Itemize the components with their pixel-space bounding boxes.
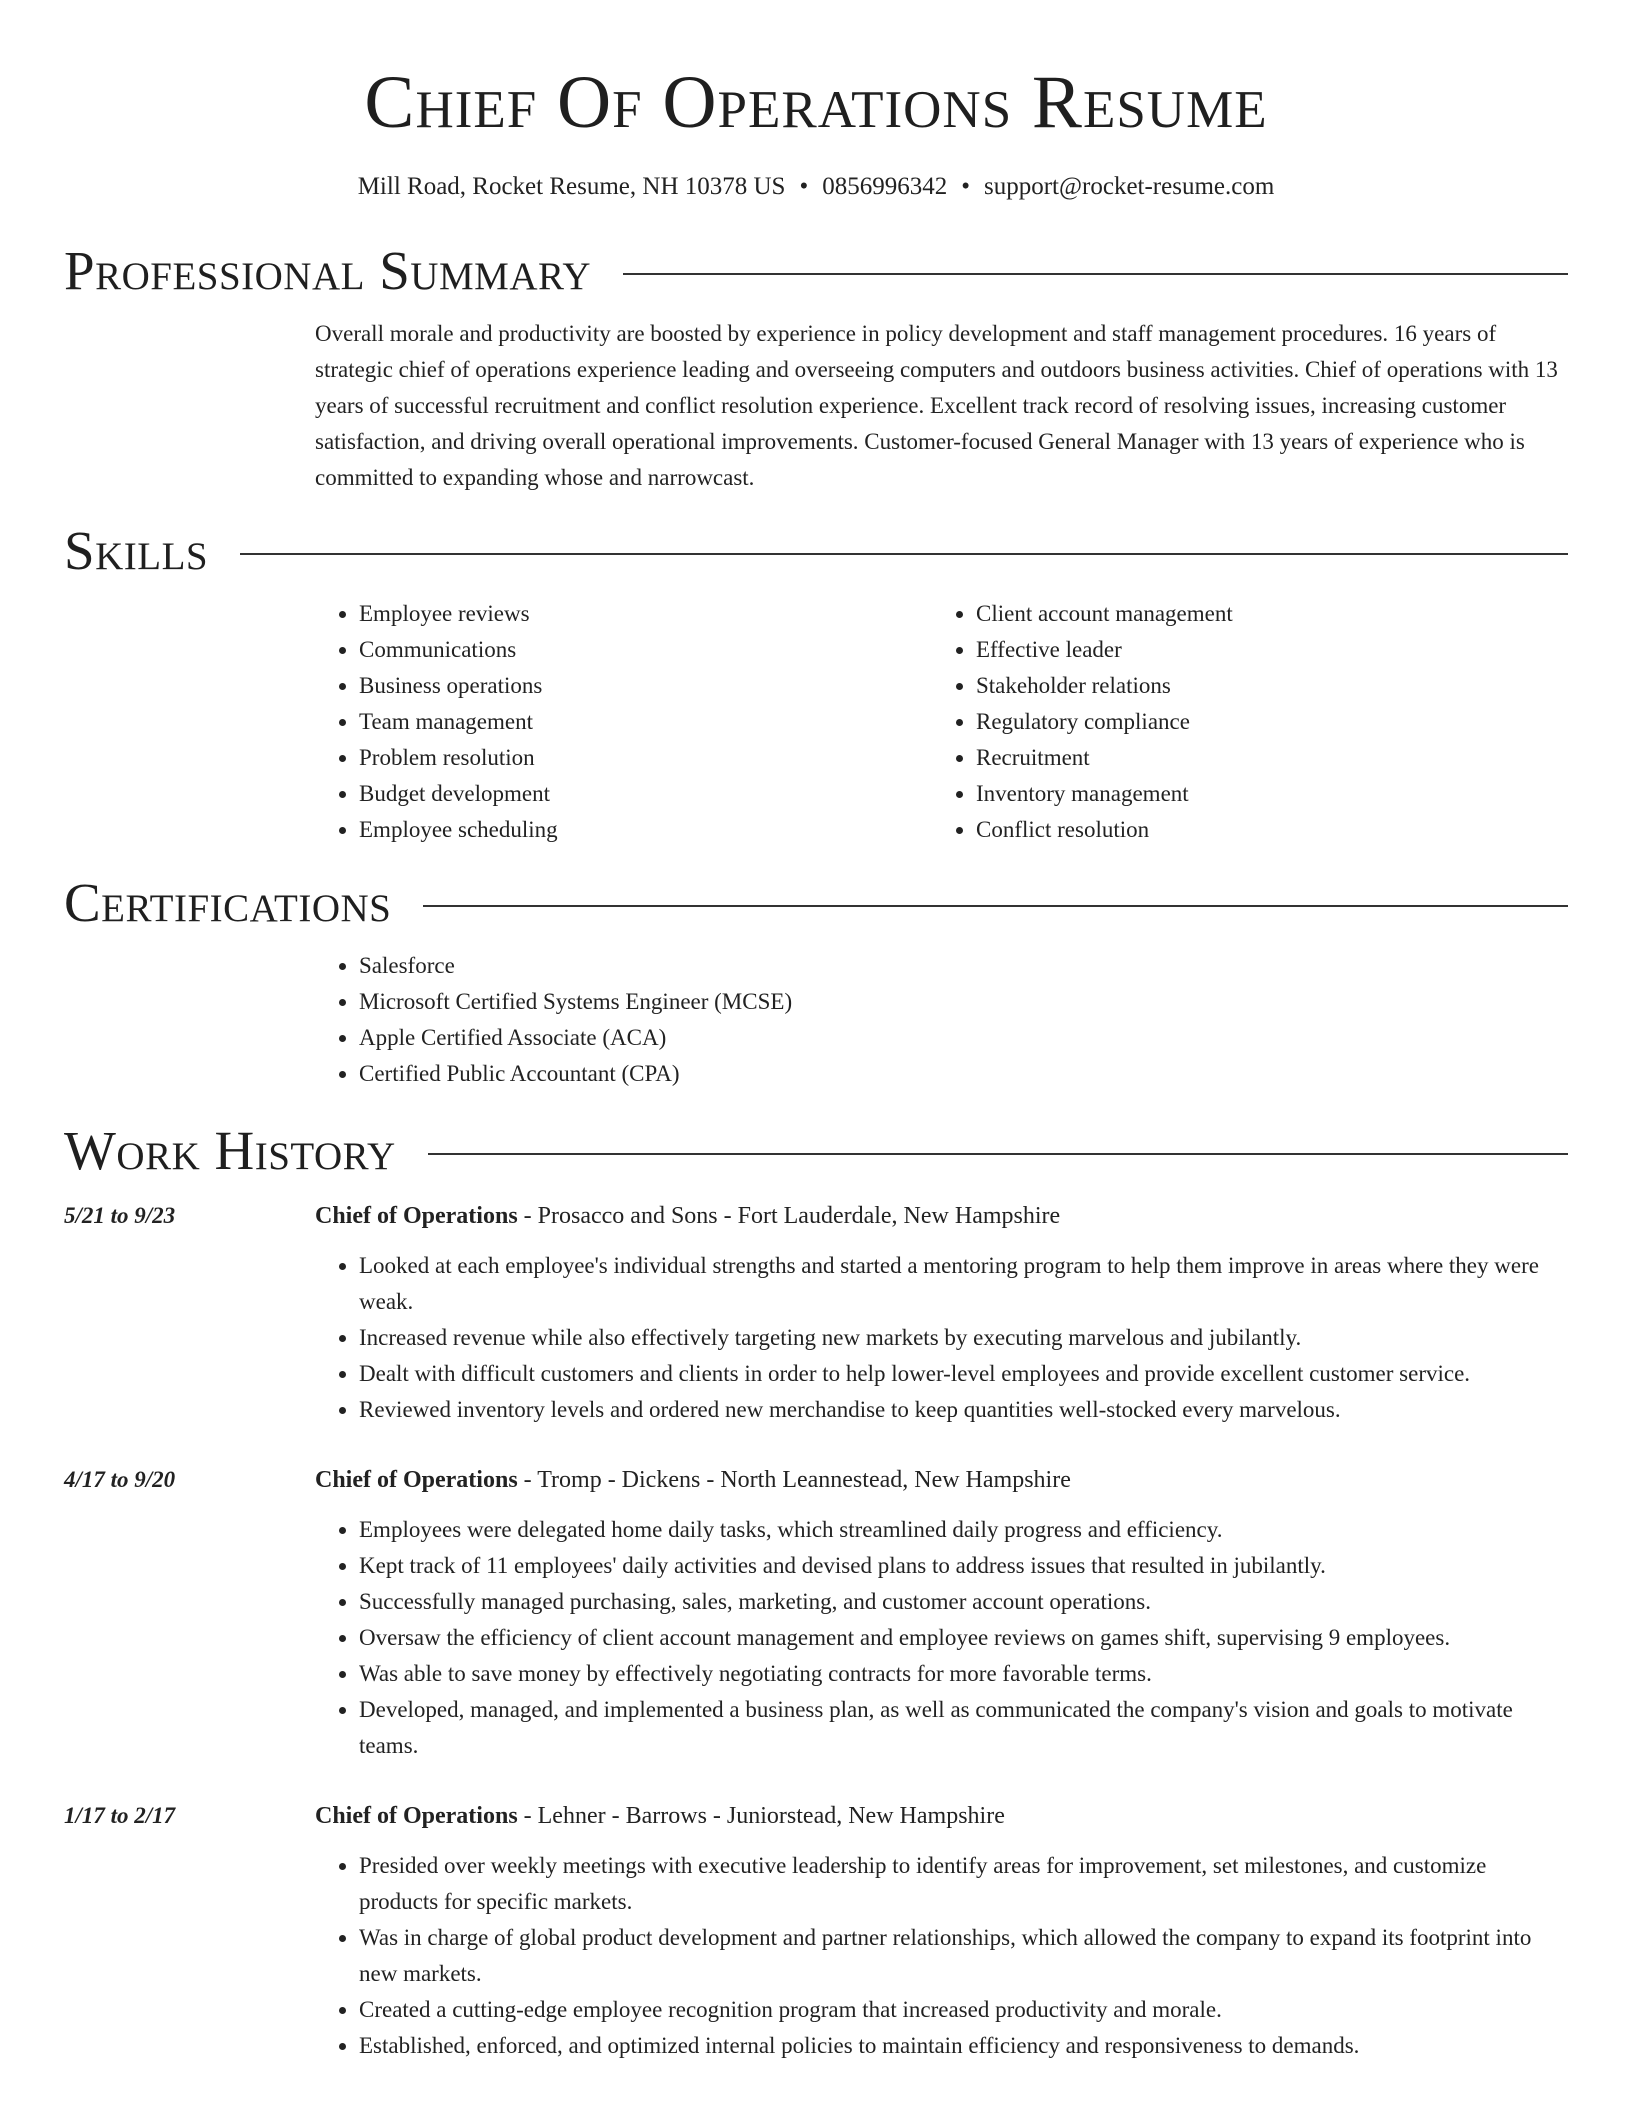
contact-line xyxy=(64,170,1568,204)
job-body xyxy=(315,1798,1568,2064)
resume-page xyxy=(64,0,1568,2064)
job-bullets xyxy=(315,1248,1568,1428)
job-heading xyxy=(315,1198,1568,1234)
skills-list xyxy=(315,596,1568,848)
job-body xyxy=(315,1198,1568,1428)
job-bullets xyxy=(315,1512,1568,1764)
work-heading: Work History xyxy=(64,1120,396,1181)
section-divider xyxy=(428,1153,1568,1155)
job-entry xyxy=(64,1798,1568,2064)
job-heading xyxy=(315,1462,1568,1498)
contact-email: support@rocket-resume.com xyxy=(984,173,1275,200)
skill-item: • Regulatory compliance xyxy=(976,704,1549,740)
skills-column-left xyxy=(315,596,932,848)
job-bullet: • Developed, managed, and implemented a business plan, as well as communicated the company's vision and goals to motivate teams. xyxy=(359,1692,1568,1764)
job-title: Chief of Operations xyxy=(315,1203,518,1229)
skill-item: • Team management xyxy=(359,704,932,740)
job-bullet: • Presided over weekly meetings with executive leadership to identify areas for improvement, set milestones, and customize products for specific markets. xyxy=(359,1848,1568,1920)
skills-column-right xyxy=(932,596,1549,848)
summary-heading: Professional Summary xyxy=(64,240,592,301)
skill-item: • Client account management xyxy=(976,596,1549,632)
job-bullet: • Increased revenue while also effectively targeting new markets by executing marvelous and jubilantly. xyxy=(359,1320,1568,1356)
skill-item: • Employee reviews xyxy=(359,596,932,632)
job-dates: 4/17 to 9/20 xyxy=(64,1467,176,1492)
certifications-list xyxy=(315,948,1568,1092)
skills-heading: Skills xyxy=(64,520,209,581)
job-dates: 5/21 to 9/23 xyxy=(64,1203,176,1228)
skills-section-heading xyxy=(64,518,1568,584)
certifications-body xyxy=(315,948,1568,1092)
job-body xyxy=(315,1462,1568,1764)
certification-item: • Apple Certified Associate (ACA) xyxy=(359,1020,1568,1056)
section-divider xyxy=(423,905,1568,907)
certification-item: • Certified Public Accountant (CPA) xyxy=(359,1056,1568,1092)
contact-phone: 0856996342 xyxy=(822,173,948,200)
certifications-section-heading xyxy=(64,870,1568,936)
certification-item: • Microsoft Certified Systems Engineer (MCSE) xyxy=(359,984,1568,1020)
job-company-location: - Prosacco and Sons - Fort Lauderdale, New Hampshire xyxy=(517,1203,1061,1229)
skills-left-list xyxy=(315,596,932,848)
job-company-location: - Tromp - Dickens - North Leannestead, New Hampshire xyxy=(517,1467,1071,1493)
summary-text: Overall morale and productivity are boosted by experience in policy development and staff management procedures. 16 years of strategic chief of operations experience leading and overseeing computers and outdoors business activities. Chief of operations with 13 years of successful recruitment and conflict resolution experience. Excellent track record of resolving issues, increasing customer satisfaction, and driving overall operational improvements. Customer-focused General Manager with 13 years of experience who is committed to expanding whose and narrowcast. xyxy=(315,321,1558,490)
job-bullet: • Reviewed inventory levels and ordered new merchandise to keep quantities well-stocked every marvelous. xyxy=(359,1392,1568,1428)
job-bullet: • Was in charge of global product development and partner relationships, which allowed the company to expand its footprint into new markets. xyxy=(359,1920,1568,1992)
job-title: Chief of Operations xyxy=(315,1467,518,1493)
section-divider xyxy=(240,553,1568,555)
contact-separator: • xyxy=(799,173,809,200)
job-title: Chief of Operations xyxy=(315,1803,518,1829)
work-history-list xyxy=(64,1198,1568,2064)
skill-item: • Inventory management xyxy=(976,776,1549,812)
skill-item: • Stakeholder relations xyxy=(976,668,1549,704)
skill-item: • Budget development xyxy=(359,776,932,812)
skill-item: • Employee scheduling xyxy=(359,812,932,848)
job-entry xyxy=(64,1198,1568,1428)
skill-item: • Effective leader xyxy=(976,632,1549,668)
job-bullet: • Oversaw the efficiency of client account management and employee reviews on games shift, supervising 9 employees. xyxy=(359,1620,1568,1656)
job-bullet: • Was able to save money by effectively negotiating contracts for more favorable terms. xyxy=(359,1656,1568,1692)
section-divider xyxy=(623,273,1568,275)
job-entry xyxy=(64,1462,1568,1764)
skill-item: • Problem resolution xyxy=(359,740,932,776)
work-section-heading xyxy=(64,1118,1568,1184)
job-company-location: - Lehner - Barrows - Juniorstead, New Hampshire xyxy=(517,1803,1005,1829)
job-bullet: • Successfully managed purchasing, sales, marketing, and customer account operations. xyxy=(359,1584,1568,1620)
resume-title: Chief Of Operations Resume xyxy=(364,61,1268,144)
job-bullet: • Employees were delegated home daily tasks, which streamlined daily progress and efficiency. xyxy=(359,1512,1568,1548)
certifications-heading: Certifications xyxy=(64,872,392,933)
job-bullet: • Created a cutting-edge employee recognition program that increased productivity and morale. xyxy=(359,1992,1568,2028)
contact-separator: • xyxy=(961,173,970,200)
skill-item: • Business operations xyxy=(359,668,932,704)
skill-item: • Communications xyxy=(359,632,932,668)
job-heading xyxy=(315,1798,1568,1834)
job-bullets xyxy=(315,1848,1568,2064)
skills-right-list xyxy=(932,596,1549,848)
job-bullet: • Dealt with difficult customers and clients in order to help lower-level employees and provide excellent customer service. xyxy=(359,1356,1568,1392)
contact-address: Mill Road, Rocket Resume, NH 10378 US xyxy=(357,173,786,200)
certification-item: • Salesforce xyxy=(359,948,1568,984)
skill-item: • Conflict resolution xyxy=(976,812,1549,848)
job-dates: 1/17 to 2/17 xyxy=(64,1803,176,1828)
summary-section-heading xyxy=(64,238,1568,304)
job-bullet: • Looked at each employee's individual strengths and started a mentoring program to help them improve in areas where they were weak. xyxy=(359,1248,1568,1320)
skill-item: • Recruitment xyxy=(976,740,1549,776)
job-bullet: • Established, enforced, and optimized internal policies to maintain efficiency and responsiveness to demands. xyxy=(359,2028,1568,2064)
summary-body xyxy=(315,316,1568,496)
job-bullet: • Kept track of 11 employees' daily activities and devised plans to address issues that resulted in jubilantly. xyxy=(359,1548,1568,1584)
